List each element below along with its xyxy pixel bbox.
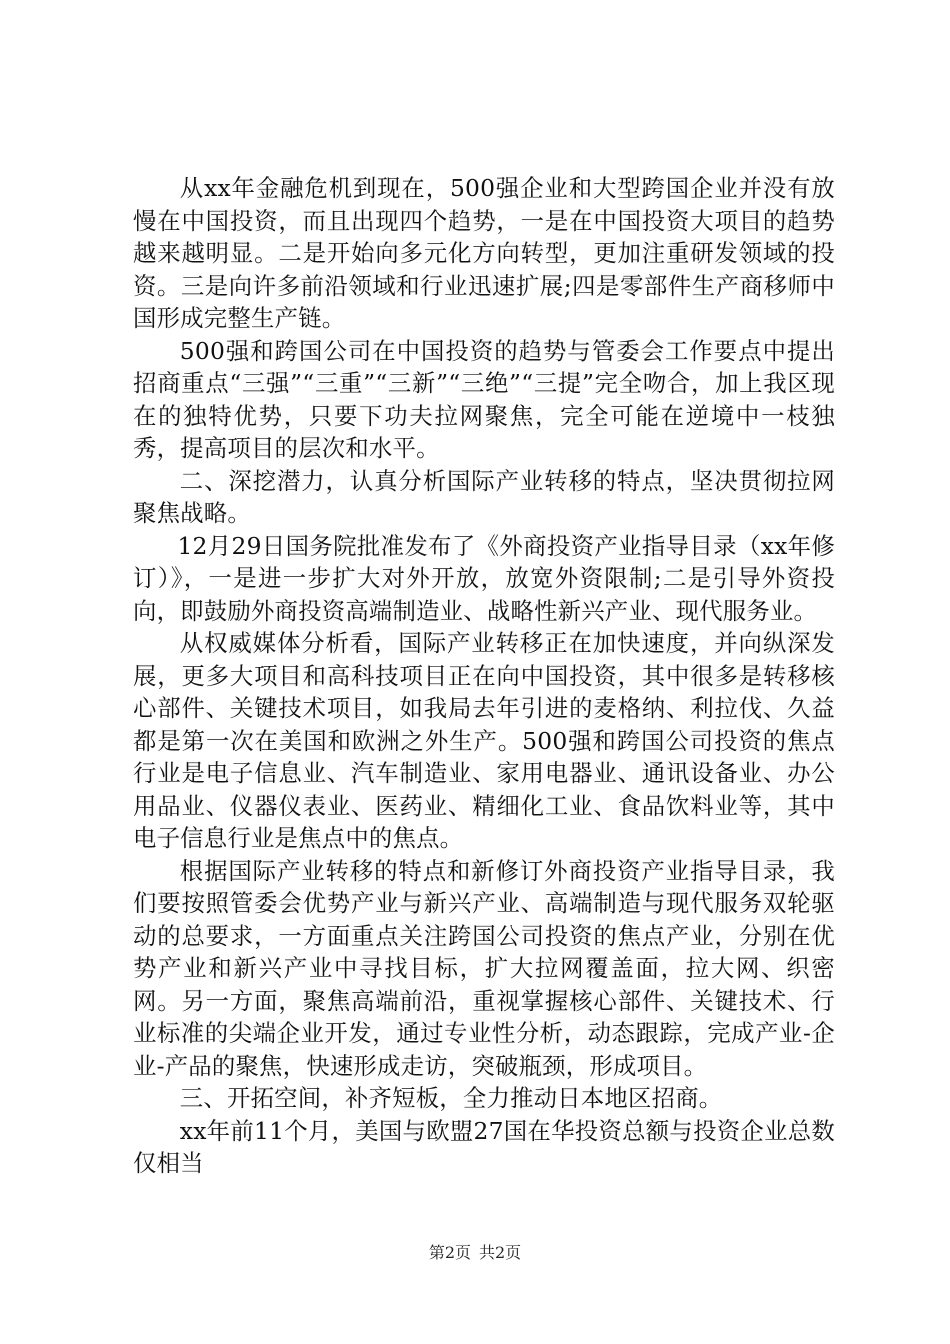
paragraph-media-analysis: 从权威媒体分析看，国际产业转移正在加快速度，并向纵深发展，更多大项目和高科技项目正在向中国投资，其中很多是转移核心部件、关键技术项目，如我局去年引进的麦格纳、利拉伐、久益都是第一次在美国和欧洲之外生产。500强和跨国公司投资的焦点行业是电子信息业、汽车制造业、家用电器业、通讯设备业、办公用品业、仪器仪表业、医药业、精细化工业、食品饮料业等，其中电子信息行业是焦点中的焦点。 <box>133 629 835 852</box>
paragraph-strategy: 根据国际产业转移的特点和新修订外商投资产业指导目录，我们要按照管委会优势产业与新兴产业、高端制造与现代服务双轮驱动的总要求，一方面重点关注跨国公司投资的焦点产业，分别在优势产业和新兴产业中寻找目标，扩大拉网覆盖面，拉大网、织密网。另一方面，聚焦高端前沿，重视掌握核心部件、关键技术、行业标准的尖端企业开发，通过专业性分析，动态跟踪，完成产业-企业-产品的聚焦，快速形成走访，突破瓶颈，形成项目。 <box>133 856 835 1080</box>
document-body <box>133 172 835 1180</box>
page-total: 共2页 <box>479 1243 522 1262</box>
paragraph-investment-trends: 从xx年金融危机到现在，500强企业和大型跨国企业并没有放慢在中国投资，而且出现四个趋势，一是在中国投资大项目的趋势越来越明显。二是开始向多元化方向转型，更加注重研发领域的投资。三是向许多前沿领域和行业迅速扩展;四是零部件生产商移师中国形成完整生产链。 <box>133 174 835 332</box>
section-heading-three: 三、开拓空间，补齐短板，全力推动日本地区招商。 <box>179 1084 723 1112</box>
paragraph-catalog-revision: 12月29日国务院批准发布了《外商投资产业指导目录（xx年修订）》，一是进一步扩大对外开放，放宽外资限制;二是引导外资投向，即鼓励外商投资高端制造业、战略性新兴产业、现代服务业。 <box>133 531 835 625</box>
page-number: 第2页 <box>428 1243 471 1262</box>
paragraph-investment-alignment: 500强和跨国公司在中国投资的趋势与管委会工作要点中提出招商重点“三强”“三重”“三新”“三绝”“三提”完全吻合，加上我区现在的独特优势，只要下功夫拉网聚焦，完全可能在逆境中一枝独秀，提高项目的层次和水平。 <box>133 336 835 462</box>
section-heading-two: 二、深挖潜力，认真分析国际产业转移的特点，坚决贯彻拉网聚焦战略。 <box>133 466 835 527</box>
page-footer <box>0 1243 950 1263</box>
paragraph-us-eu-investment: xx年前11个月，美国与欧盟27国在华投资总额与投资企业总数仅相当 <box>133 1116 835 1177</box>
